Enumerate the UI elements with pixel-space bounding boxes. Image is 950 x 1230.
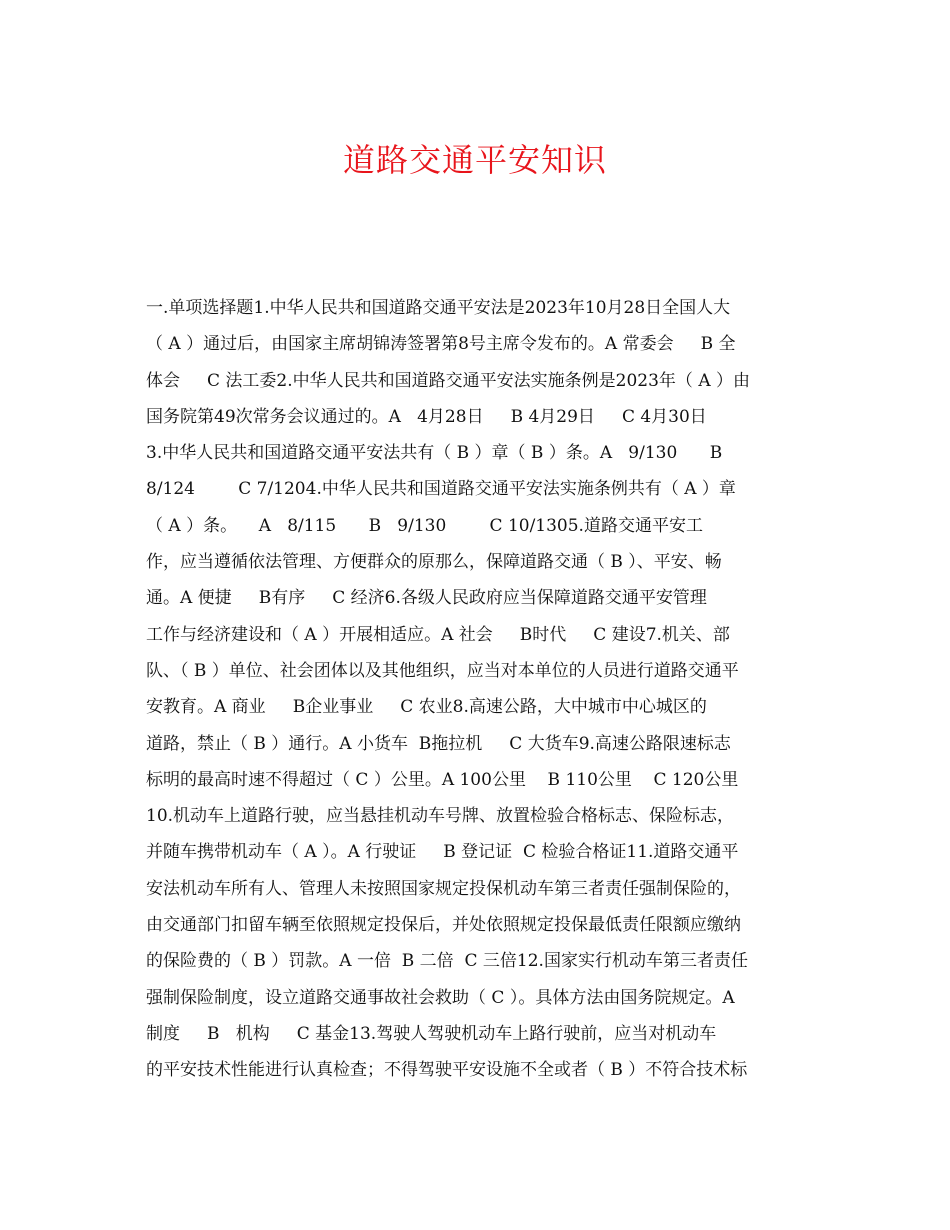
body-line: （ A ）条。 A 8/115 B 9/130 C 10/1305.道路交通平安工 [146, 515, 703, 536]
body-line: 的平安技术性能进行认真检查；不得驾驶平安设施不全或者（ B ）不符合技术标 [146, 1060, 748, 1081]
document-body [146, 290, 816, 1089]
body-line: 3.中华人民共和国道路交通平安法共有（ B ）章（ B ）条。A 9/130 B [146, 443, 723, 464]
body-line: 8/124 C 7/1204.中华人民共和国道路交通平安法实施条例共有（ A ）章 [146, 479, 736, 500]
body-line: 的保险费的（ B ）罚款。A 一倍 B 二倍 C 三倍12.国家实行机动车第三者责任 [146, 951, 748, 972]
body-line: 由交通部门扣留车辆至依照规定投保后，并处依照规定投保最低责任限额应缴纳 [146, 915, 741, 936]
body-line: 并随车携带机动车（ A ）。A 行驶证 B 登记证 C 检验合格证11.道路交通平 [146, 842, 739, 863]
body-line: 通。A 便捷 B有序 C 经济6.各级人民政府应当保障道路交通平安管理 [146, 588, 707, 609]
body-line: 10.机动车上道路行驶，应当悬挂机动车号牌、放置检验合格标志、保险标志， [146, 806, 735, 827]
body-line: 工作与经济建设和（ A ）开展相适应。A 社会 B时代 C 建设7.机关、部 [146, 624, 730, 645]
body-line: 标明的最高时速不得超过（ C ）公里。A 100公里 B 110公里 C 120公里 [146, 769, 739, 790]
body-line: 道路，禁止（ B ）通行。A 小货车 B拖拉机 C 大货车9.高速公路限速标志 [146, 733, 731, 754]
body-line: 一.单项选择题1.中华人民共和国道路交通平安法是2023年10月28日全国人大 [146, 298, 731, 318]
body-line: （ A ）通过后，由国家主席胡锦涛签署第8号主席令发布的。A 常委会 B 全 [146, 334, 736, 355]
body-line: 作，应当遵循依法管理、方便群众的原那么，保障道路交通（ B ）、平安、畅 [146, 552, 722, 573]
body-line: 国务院第49次常务会议通过的。A 4月28日 B 4月29日 C 4月30日 [146, 406, 707, 427]
body-line: 安教育。A 商业 B企业事业 C 农业8.高速公路，大中城市中心城区的 [146, 697, 707, 718]
document-title: 道路交通平安知识 [342, 141, 607, 179]
body-line: 体会 C 法工委2.中华人民共和国道路交通平安法实施条例是2023年（ A ）由 [146, 370, 750, 391]
body-line: 安法机动车所有人、管理人未按照国家规定投保机动车第三者责任强制保险的， [146, 878, 741, 899]
body-line: 队、（ B ）单位、社会团体以及其他组织，应当对本单位的人员进行道路交通平 [146, 660, 739, 681]
body-line: 制度 B 机构 C 基金13.驾驶人驾驶机动车上路行驶前，应当对机动车 [146, 1023, 717, 1044]
body-line: 强制保险制度，设立道路交通事故社会救助（ C ）。具体方法由国务院规定。A [146, 987, 735, 1008]
